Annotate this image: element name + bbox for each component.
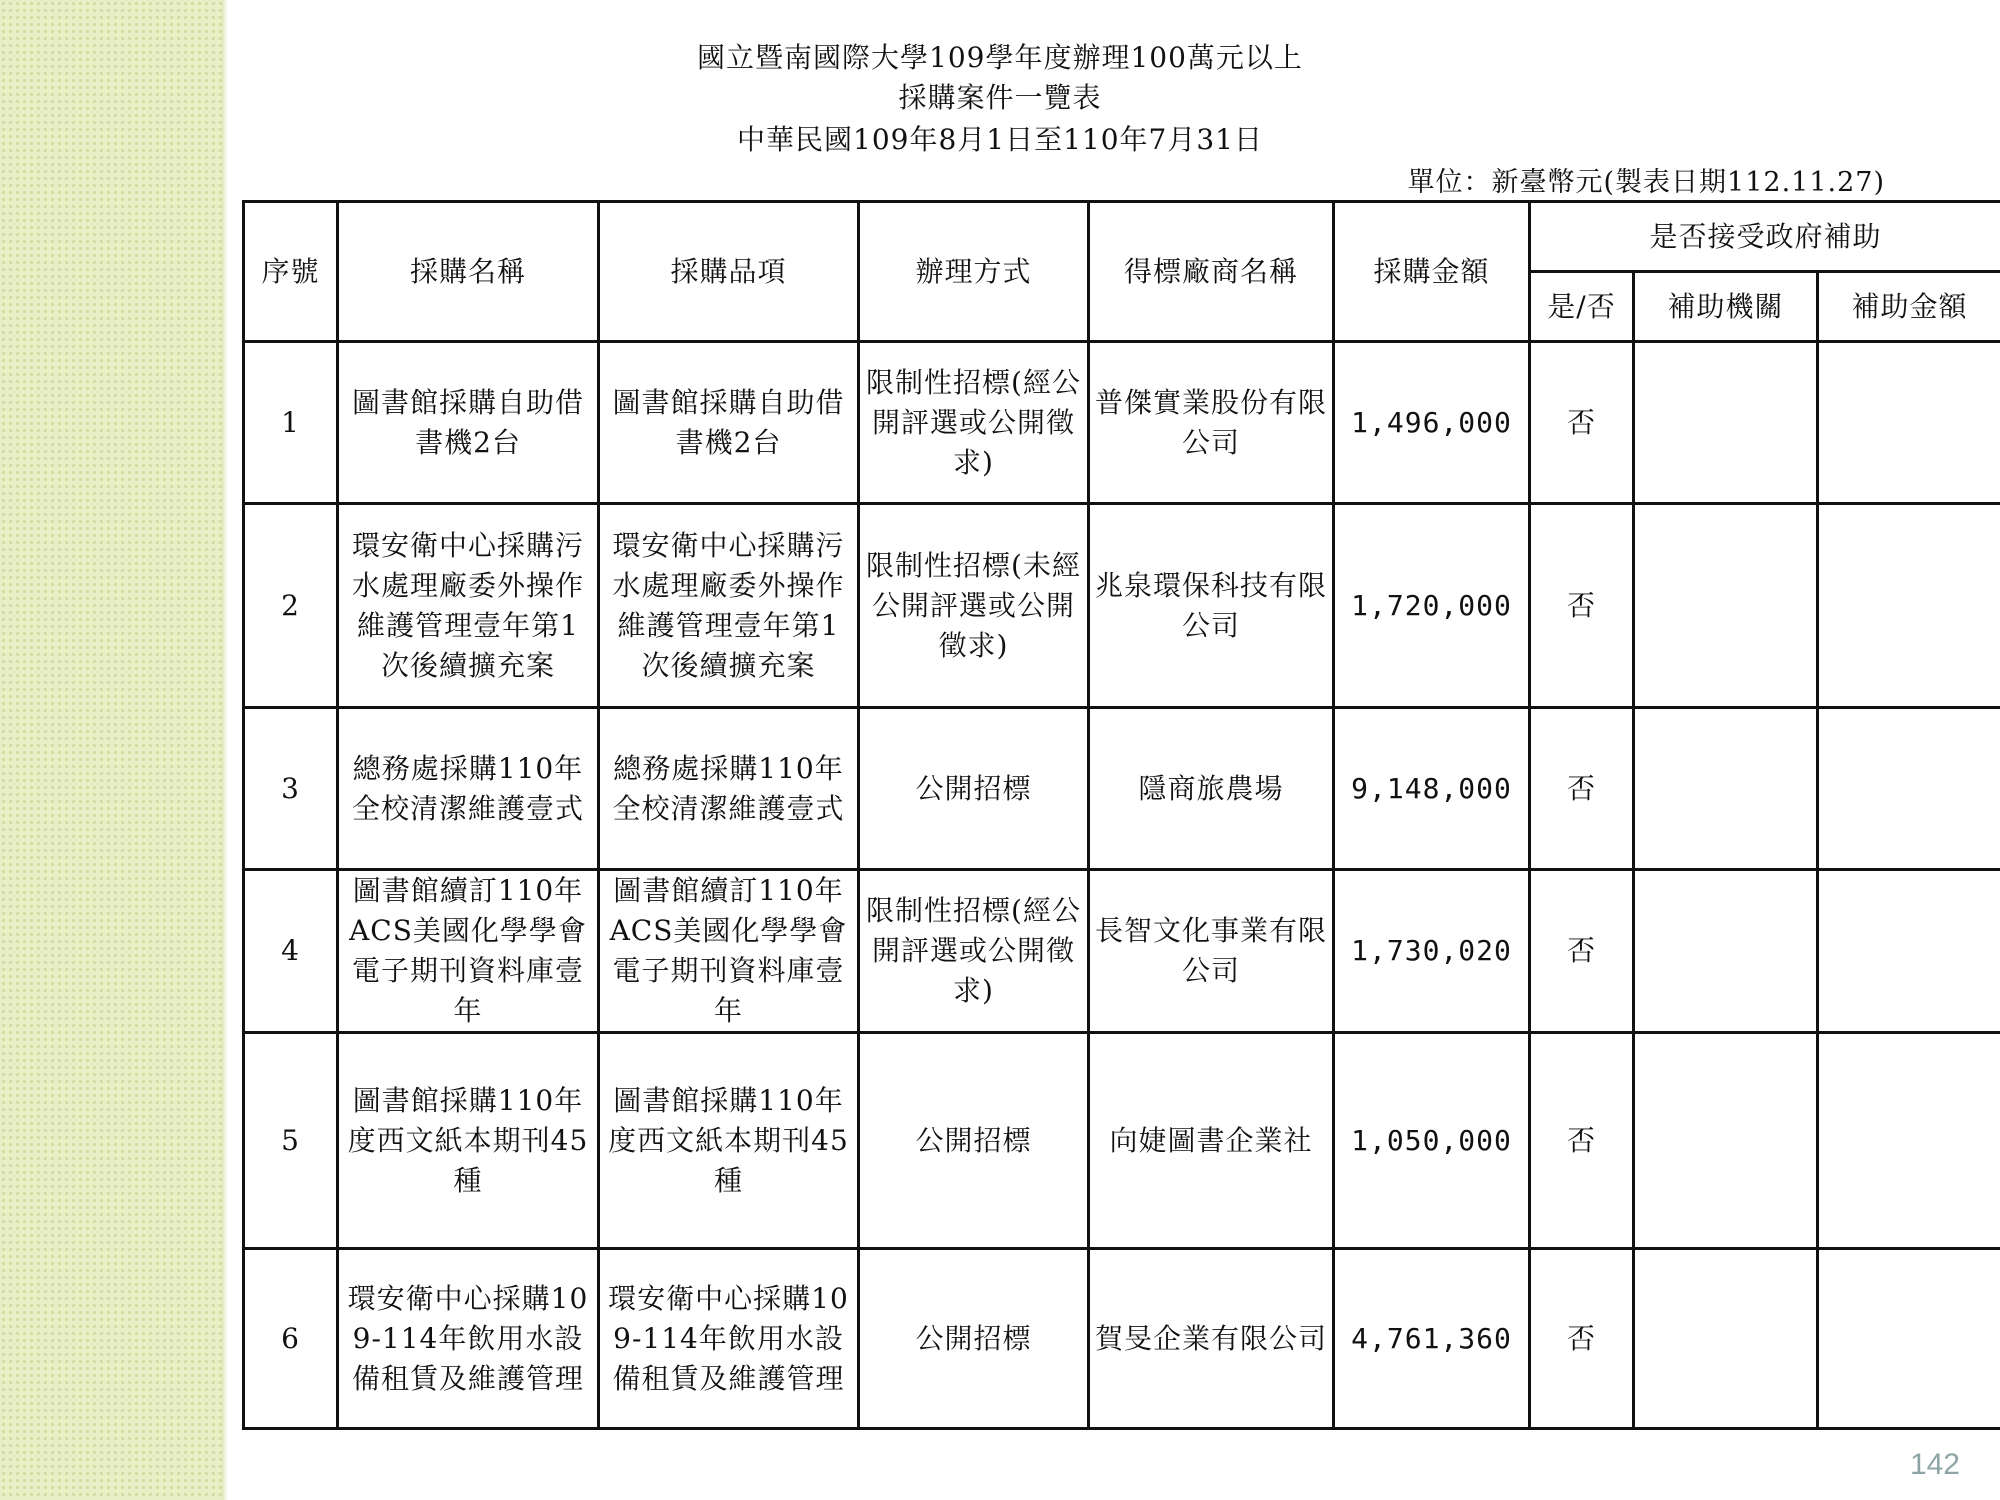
cell-subsidy-amount [1818, 1033, 2000, 1249]
cell-vendor: 向婕圖書企業社 [1089, 1033, 1334, 1249]
cell-subsidy-amount [1818, 1249, 2000, 1429]
cell-vendor: 隱商旅農場 [1089, 708, 1334, 870]
cell-item: 圖書館採購自助借書機2台 [599, 342, 859, 504]
cell-amount: 1,730,020 [1334, 870, 1530, 1033]
cell-amount: 9,148,000 [1334, 708, 1530, 870]
document-title-line-2: 採購案件一覽表 [898, 81, 1102, 114]
header-seq: 序號 [244, 202, 338, 342]
cell-subsidy: 否 [1530, 708, 1634, 870]
cell-item: 圖書館續訂110年ACS美國化學學會電子期刊資料庫壹年 [599, 870, 859, 1033]
cell-item: 環安衛中心採購109-114年飲用水設備租賃及維護管理 [599, 1249, 859, 1429]
table-row [244, 342, 2000, 504]
cell-amount: 4,761,360 [1334, 1249, 1530, 1429]
cell-agency [1634, 870, 1818, 1033]
cell-subsidy-amount [1818, 708, 2000, 870]
cell-name: 環安衛中心採購109-114年飲用水設備租賃及維護管理 [338, 1249, 599, 1429]
cell-vendor: 兆泉環保科技有限公司 [1089, 504, 1334, 708]
cell-subsidy-amount [1818, 504, 2000, 708]
cell-amount: 1,050,000 [1334, 1033, 1530, 1249]
cell-method: 公開招標 [859, 708, 1089, 870]
cell-seq: 3 [244, 708, 338, 870]
header-subsidy-yesno: 是/否 [1530, 272, 1634, 342]
header-subsidy-amount: 補助金額 [1818, 272, 2000, 342]
cell-method: 限制性招標(經公開評選或公開徵求) [859, 870, 1089, 1033]
cell-name: 圖書館續訂110年ACS美國化學學會電子期刊資料庫壹年 [338, 870, 599, 1033]
header-item: 採購品項 [599, 202, 859, 342]
decorative-side-strip [0, 0, 222, 1500]
header-vendor: 得標廠商名稱 [1089, 202, 1334, 342]
cell-subsidy: 否 [1530, 342, 1634, 504]
table-row [244, 708, 2000, 870]
cell-seq: 5 [244, 1033, 338, 1249]
document-title-line-1: 國立暨南國際大學109學年度辦理100萬元以上 [697, 41, 1303, 74]
cell-agency [1634, 342, 1818, 504]
cell-subsidy-amount [1818, 870, 2000, 1033]
cell-agency [1634, 504, 1818, 708]
cell-method: 限制性招標(未經公開評選或公開徵求) [859, 504, 1089, 708]
cell-item: 圖書館採購110年度西文紙本期刊45種 [599, 1033, 859, 1249]
cell-vendor: 賀旻企業有限公司 [1089, 1249, 1334, 1429]
cell-item: 總務處採購110年全校清潔維護壹式 [599, 708, 859, 870]
cell-amount: 1,720,000 [1334, 504, 1530, 708]
cell-subsidy: 否 [1530, 1249, 1634, 1429]
cell-method: 限制性招標(經公開評選或公開徵求) [859, 342, 1089, 504]
cell-seq: 6 [244, 1249, 338, 1429]
header-name: 採購名稱 [338, 202, 599, 342]
cell-item: 環安衛中心採購污水處理廠委外操作維護管理壹年第1次後續擴充案 [599, 504, 859, 708]
cell-subsidy-amount [1818, 342, 2000, 504]
cell-seq: 4 [244, 870, 338, 1033]
cell-name: 環安衛中心採購污水處理廠委外操作維護管理壹年第1次後續擴充案 [338, 504, 599, 708]
cell-method: 公開招標 [859, 1249, 1089, 1429]
cell-vendor: 普傑實業股份有限公司 [1089, 342, 1334, 504]
cell-agency [1634, 708, 1818, 870]
cell-subsidy: 否 [1530, 504, 1634, 708]
cell-name: 圖書館採購110年度西文紙本期刊45種 [338, 1033, 599, 1249]
document-title-line-3: 中華民國109年8月1日至110年7月31日 [737, 123, 1263, 156]
unit-note: 單位：新臺幣元(製表日期112.11.27) [1407, 167, 1885, 198]
table-row [244, 1033, 2000, 1249]
header-subsidy-agency: 補助機關 [1634, 272, 1818, 342]
cell-vendor: 長智文化事業有限公司 [1089, 870, 1334, 1033]
procurement-table [242, 200, 2000, 1430]
table-row [244, 504, 2000, 708]
cell-method: 公開招標 [859, 1033, 1089, 1249]
header-subsidy-group: 是否接受政府補助 [1530, 202, 2000, 272]
header-amount: 採購金額 [1334, 202, 1530, 342]
header-method: 辦理方式 [859, 202, 1089, 342]
cell-agency [1634, 1033, 1818, 1249]
cell-agency [1634, 1249, 1818, 1429]
cell-subsidy: 否 [1530, 870, 1634, 1033]
cell-seq: 2 [244, 504, 338, 708]
table-row [244, 870, 2000, 1033]
cell-seq: 1 [244, 342, 338, 504]
page-number: 142 [1909, 1448, 1960, 1481]
cell-subsidy: 否 [1530, 1033, 1634, 1249]
side-strip-edge [222, 0, 228, 1500]
cell-amount: 1,496,000 [1334, 342, 1530, 504]
cell-name: 圖書館採購自助借書機2台 [338, 342, 599, 504]
table-row [244, 1249, 2000, 1429]
cell-name: 總務處採購110年全校清潔維護壹式 [338, 708, 599, 870]
